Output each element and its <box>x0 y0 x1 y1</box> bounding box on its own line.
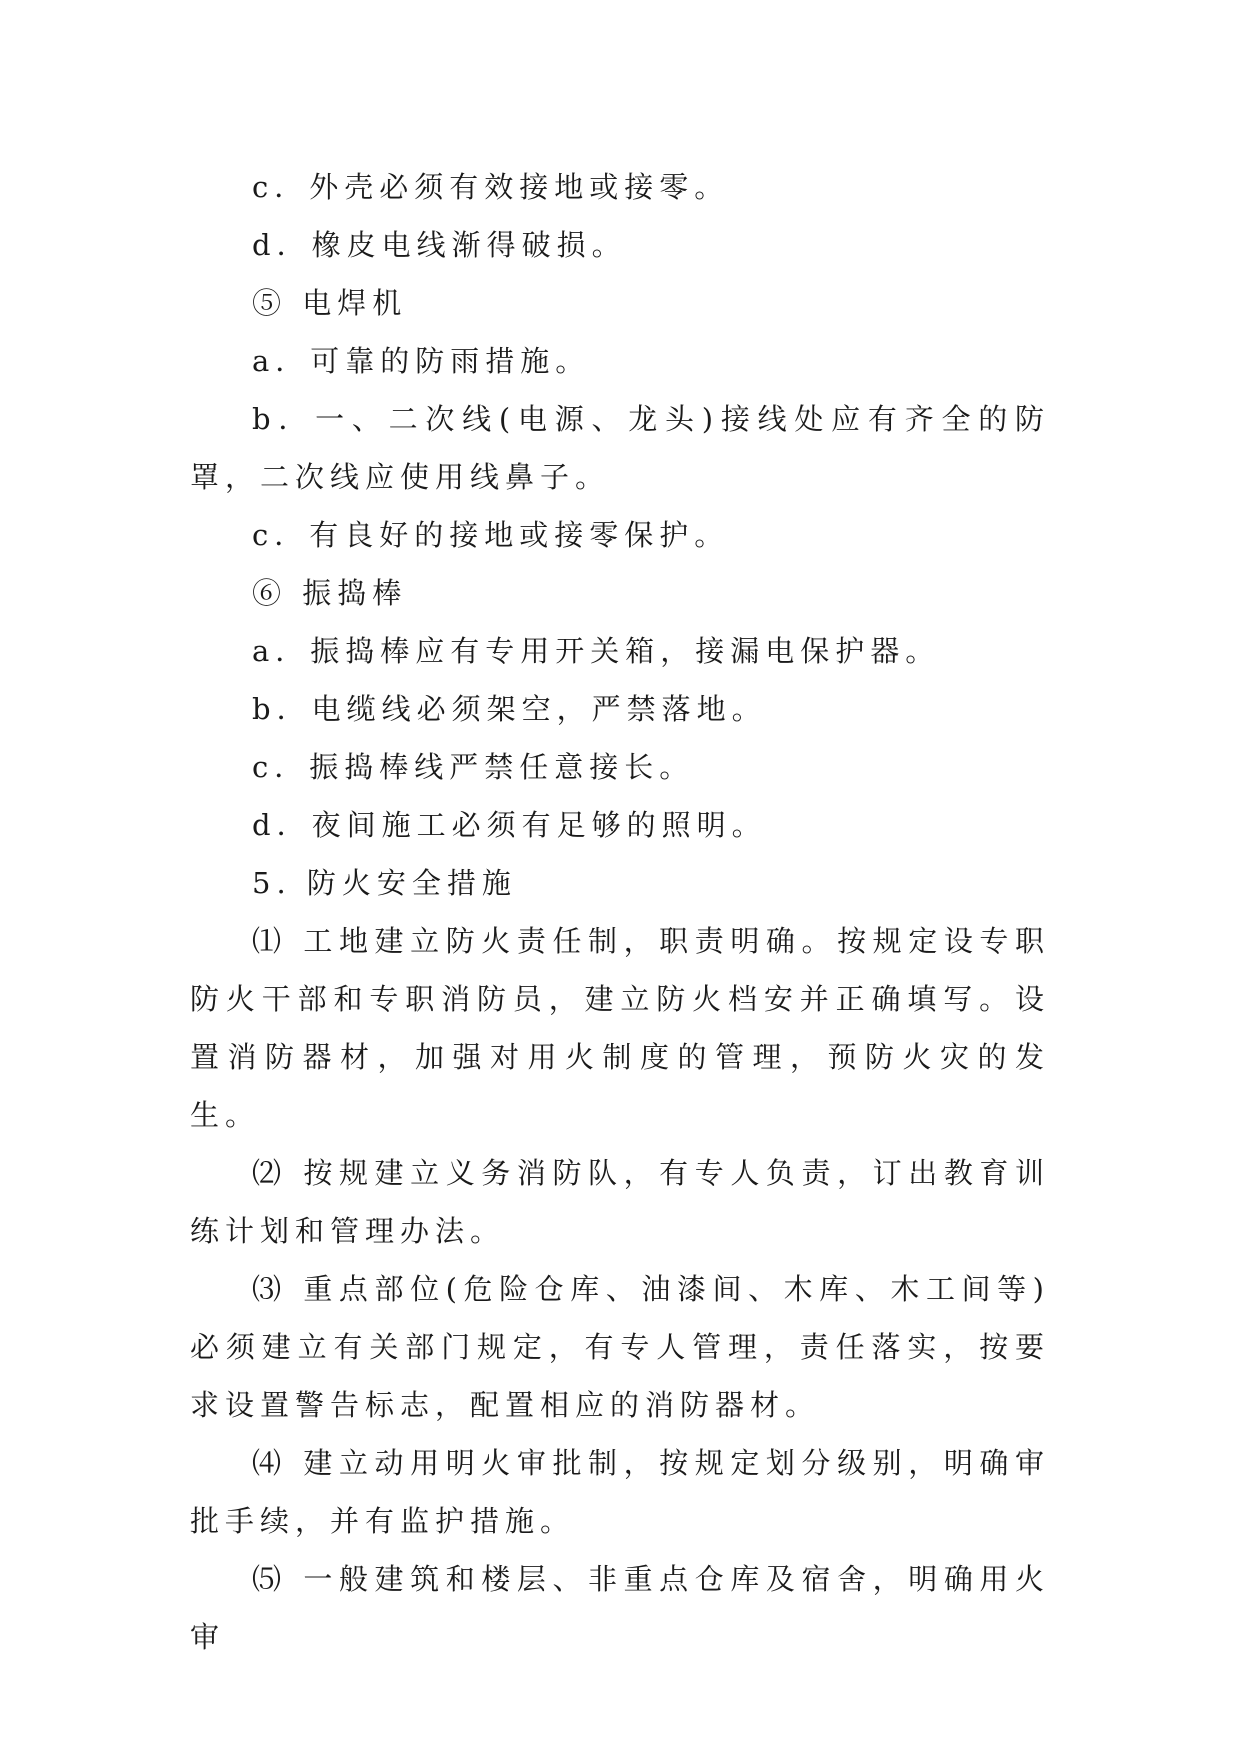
paragraph-fire-responsibility: ⑴ 工地建立防火责任制，职责明确。按规定设专职防火干部和专职消防员，建立防火档安并正确填写。设置消防器材，加强对用火制度的管理，预防火灾的发生。 <box>190 924 1050 1132</box>
section-heading-fire-safety: 5. 防火安全措施 <box>252 866 517 900</box>
paragraph-welder-grounding: c．有良好的接地或接零保护。 <box>252 518 730 552</box>
paragraph-switch-box: a．振捣棒应有专用开关箱，接漏电保护器。 <box>252 634 941 668</box>
paragraph-cable-overhead: b．电缆线必须架空，严禁落地。 <box>252 692 767 726</box>
paragraph-rubber-wire: d．橡皮电线渐得破损。 <box>252 228 627 262</box>
paragraph-night-lighting: d．夜间施工必须有足够的照明。 <box>252 808 767 842</box>
heading-welding-machine: ⑤ 电焊机 <box>252 286 408 320</box>
heading-vibrator: ⑥ 振捣棒 <box>252 576 408 610</box>
paragraph-rain-protection: a．可靠的防雨措施。 <box>252 344 591 378</box>
paragraph-vibrator-cable: c．振捣棒线严禁任意接长。 <box>252 750 695 784</box>
paragraph-open-fire-approval: ⑷ 建立动用明火审批制，按规定划分级别，明确审批手续，并有监护措施。 <box>190 1446 1050 1538</box>
paragraph-general-buildings: ⑸ 一般建筑和楼层、非重点仓库及宿舍，明确用火审 <box>190 1562 1050 1654</box>
paragraph-volunteer-brigade: ⑵ 按规建立义务消防队，有专人负责，订出教育训练计划和管理办法。 <box>190 1156 1050 1248</box>
paragraph-shell-grounding: c．外壳必须有效接地或接零。 <box>252 170 730 204</box>
paragraph-key-areas: ⑶ 重点部位(危险仓库、油漆间、木库、木工间等)必须建立有关部门规定，有专人管理，责任落实，按要求设置警告标志，配置相应的消防器材。 <box>190 1272 1050 1422</box>
paragraph-secondary-wire: b．一、二次线(电源、龙头)接线处应有齐全的防罩，二次线应使用线鼻子。 <box>190 402 1050 494</box>
document-body <box>190 158 1050 1666</box>
